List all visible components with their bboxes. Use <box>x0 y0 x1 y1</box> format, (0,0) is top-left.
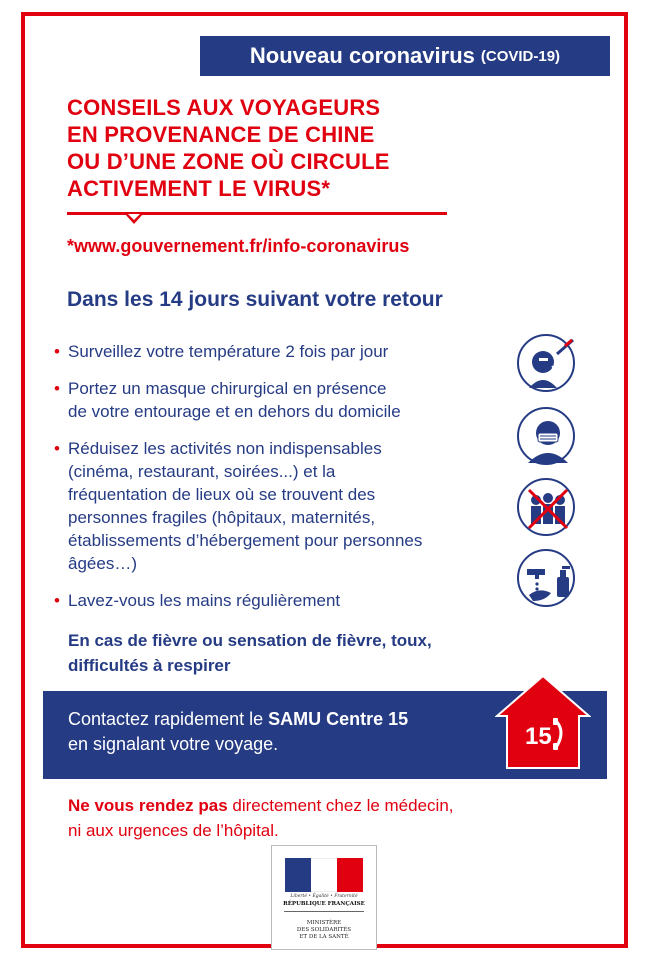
fever-warning <box>68 628 538 678</box>
samu-contact-text <box>68 707 408 757</box>
marianne-flag-icon <box>285 858 363 892</box>
ministry-name <box>272 920 376 941</box>
ministry-line: ET DE LA SANTÉ <box>299 934 349 940</box>
fever-text: En cas de fièvre ou sensation de fièvre, toux, <box>68 631 432 650</box>
advice-text: (cinéma, restaurant, soirées...) et la <box>68 462 336 481</box>
ministry-line: MINISTÈRE <box>306 920 342 926</box>
samu-number: 15 <box>525 723 552 750</box>
advice-text: âgées…) <box>68 554 137 573</box>
warning-line2: ni aux urgences de l’hôpital. <box>68 821 279 840</box>
advice-text: Surveillez votre température 2 fois par jour <box>68 342 389 361</box>
republic-name: RÉPUBLIQUE FRANÇAISE <box>283 901 365 907</box>
advice-text: Réduisez les activités non indispensables <box>68 439 382 458</box>
advice-list <box>54 340 504 626</box>
warning-bold: Ne vous rendez pas <box>68 796 228 815</box>
advice-item <box>54 377 504 423</box>
speech-bubble-underline <box>67 212 447 215</box>
handwash-icon <box>517 549 575 607</box>
thermometer-icon <box>517 334 575 392</box>
crowd-crossed-icon <box>517 478 575 536</box>
banner-title: Nouveau coronavirus <box>249 43 475 68</box>
samu-15-house-icon <box>495 672 591 777</box>
logo-divider <box>284 911 364 912</box>
title-banner <box>200 36 610 76</box>
advice-text: Portez un masque chirurgical en présence <box>68 379 387 398</box>
section-subtitle: Dans les 14 jours suivant votre retour <box>67 288 443 311</box>
info-url[interactable]: *www.gouvernement.fr/info-coronavirus <box>67 236 410 256</box>
samu-prefix: Contactez rapidement le <box>68 709 269 729</box>
advice-text: établissements d’hébergement pour personnes <box>68 531 423 550</box>
advice-text: fréquentation de lieux où se trouvent des <box>68 485 376 504</box>
ministry-logo <box>271 845 377 950</box>
advice-text: de votre entourage et en dehors du domicile <box>68 402 401 421</box>
headline <box>67 94 487 202</box>
headline-line: ACTIVEMENT LE VIRUS* <box>67 176 331 201</box>
advice-text: Lavez-vous les mains régulièrement <box>68 591 341 610</box>
advice-item <box>54 437 504 575</box>
samu-name: SAMU Centre 15 <box>268 709 409 729</box>
republic-motto: Liberté • Égalité • Fraternité <box>290 894 358 899</box>
warning-rest: directement chez le médecin, <box>227 796 454 815</box>
doctor-warning <box>68 793 454 843</box>
headline-line: OU D’UNE ZONE OÙ CIRCULE <box>67 149 390 174</box>
samu-line2: en signalant votre voyage. <box>68 734 279 754</box>
headline-line: EN PROVENANCE DE CHINE <box>67 122 375 147</box>
fever-text: difficultés à respirer <box>68 656 231 675</box>
ministry-line: DES SOLIDARITÉS <box>296 927 352 933</box>
mask-icon <box>517 407 575 465</box>
advice-item <box>54 589 504 612</box>
speech-bubble-tip-inner <box>128 214 140 220</box>
advice-item <box>54 340 504 363</box>
banner-tag: (COVID-19) <box>480 47 561 65</box>
advice-text: personnes fragiles (hôpitaux, maternités, <box>68 508 376 527</box>
headline-line: CONSEILS AUX VOYAGEURS <box>67 95 381 120</box>
